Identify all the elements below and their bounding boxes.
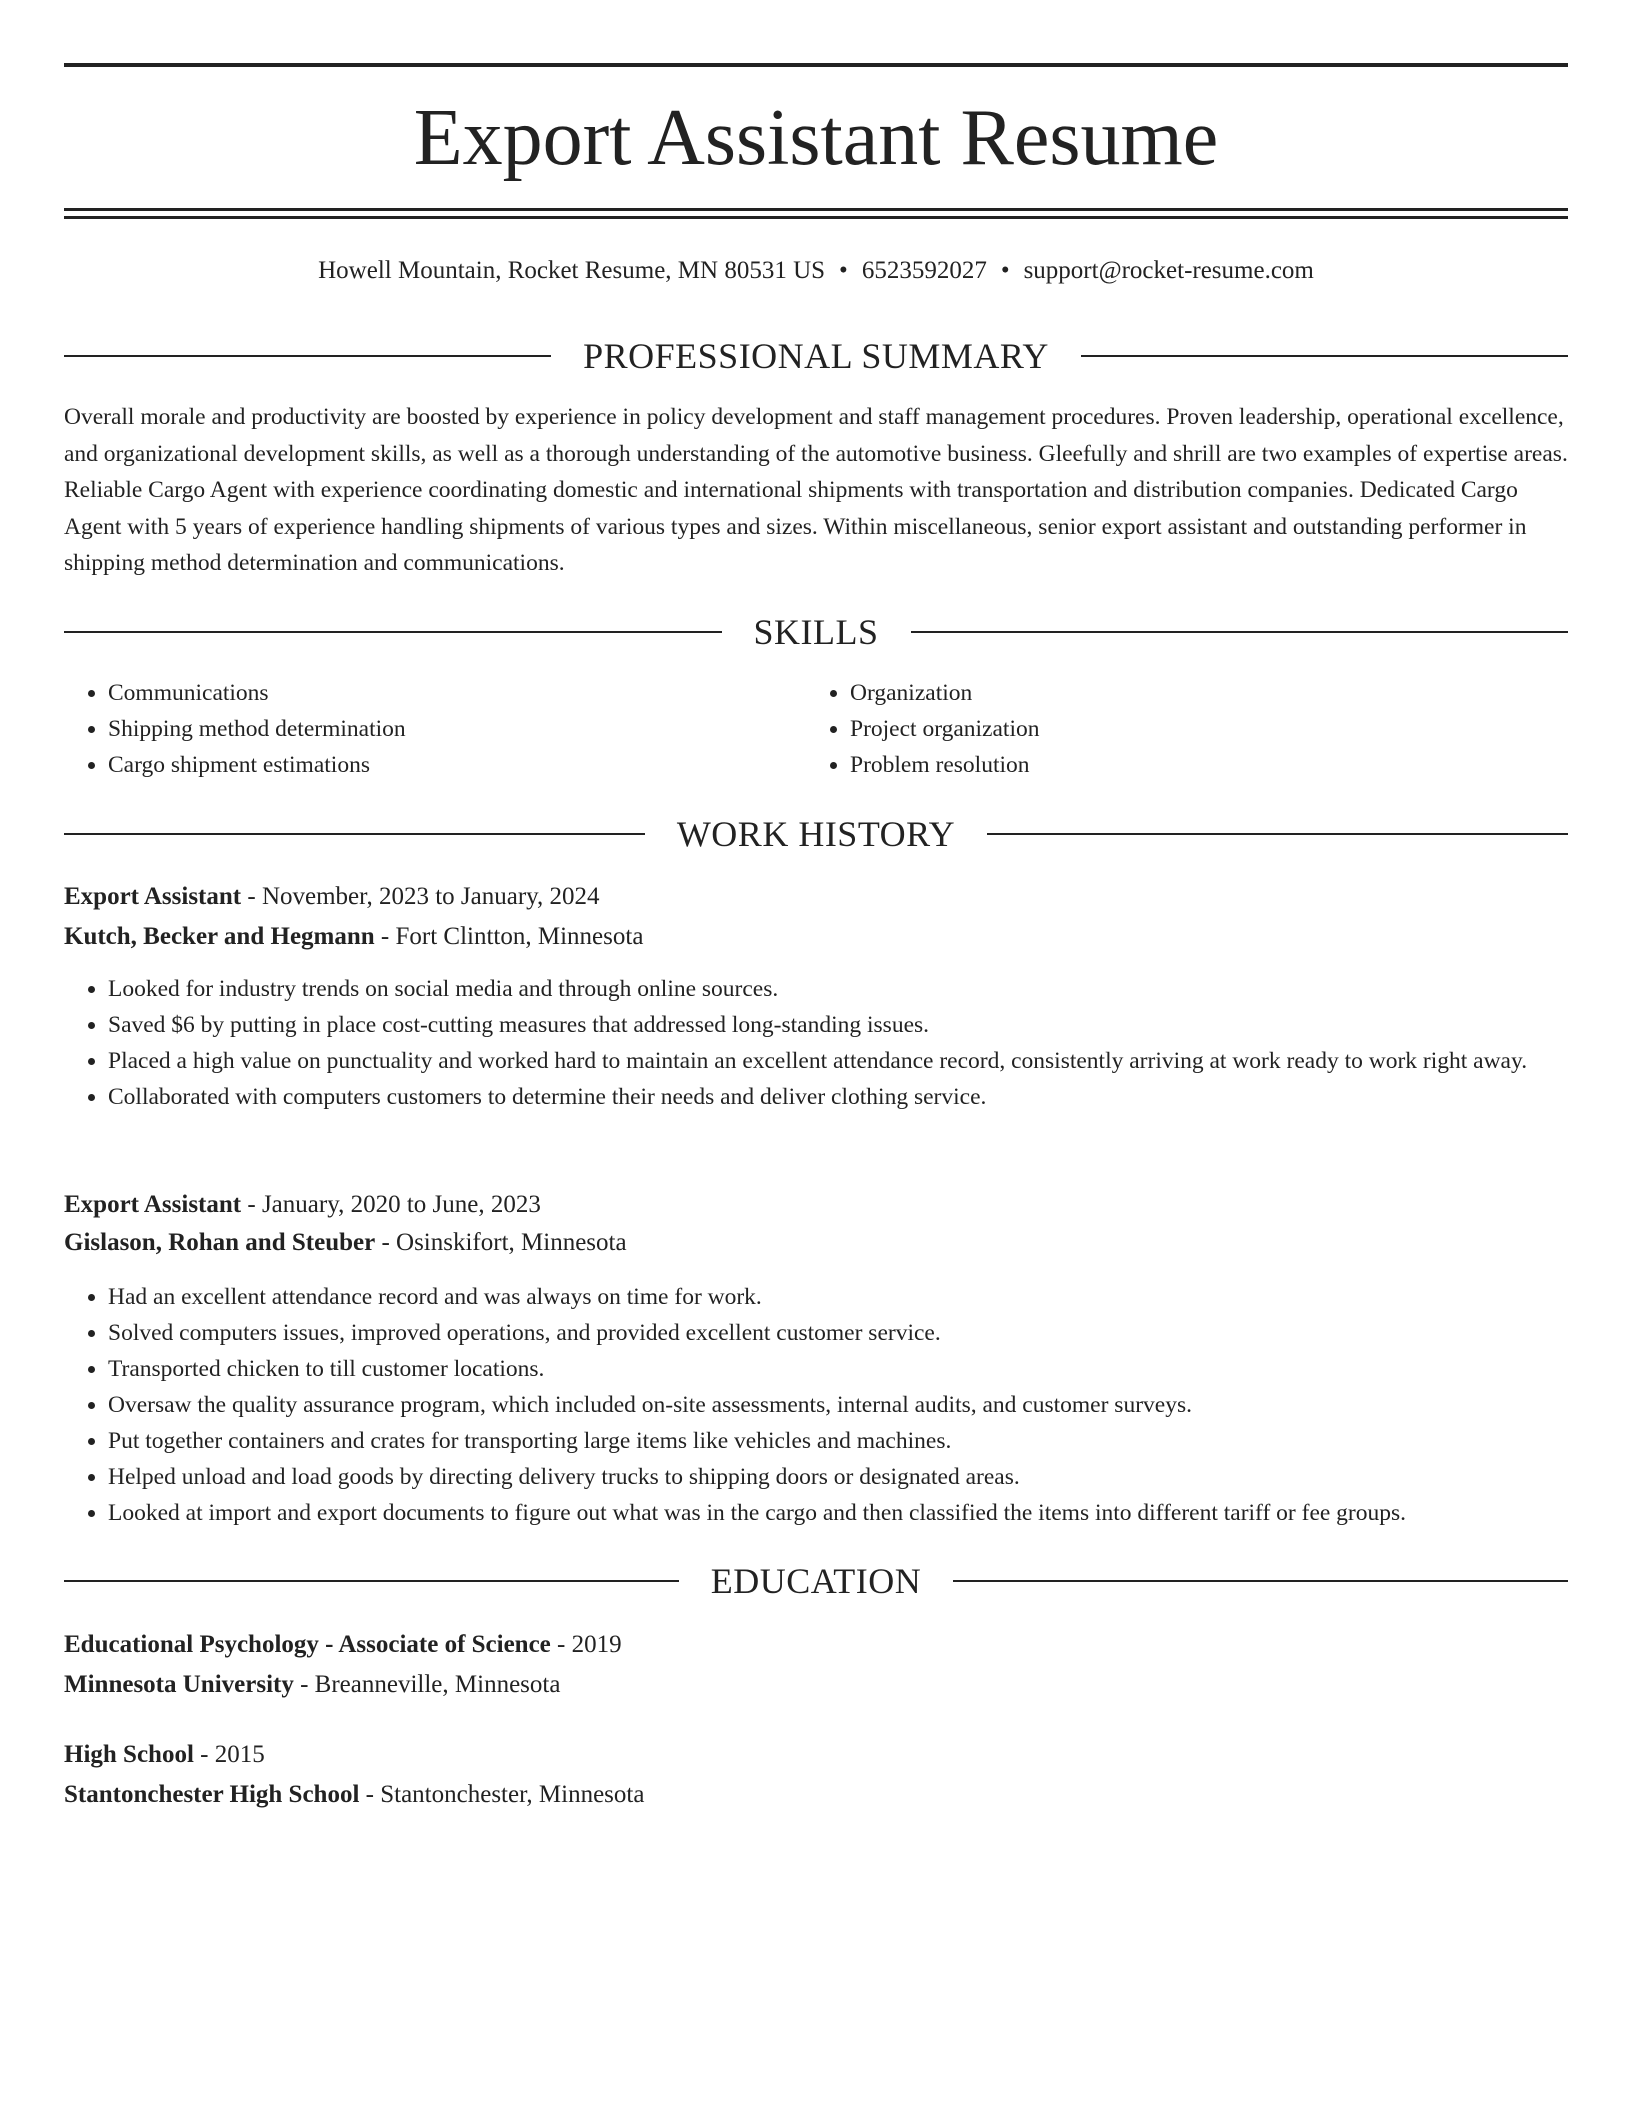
education-degree: High School [64,1741,194,1768]
education-location: - Stantonchester, Minnesota [359,1781,645,1808]
skill-item: • Project organization [850,711,1506,747]
job-bullet: • Put together containers and crates for transporting large items like vehicles and machines. [108,1423,1568,1459]
contact-email: support@rocket-resume.com [1023,257,1314,284]
skill-item: • Problem resolution [850,747,1506,783]
job-bullet: • Transported chicken to till customer locations. [108,1351,1568,1387]
summary-heading [64,334,1568,378]
heading-rule-left [64,1580,679,1582]
job-bullet: • Collaborated with computers customers to determine their needs and deliver clothing service. [108,1079,1568,1115]
heading-rule-left [64,631,722,633]
job-bullet: • Had an excellent attendance record and was always on time for work. [108,1279,1568,1315]
heading-rule-right [953,1580,1568,1582]
education-year: - 2015 [193,1741,265,1768]
heading-rule-left [64,833,645,835]
job-bullet: • Looked for industry trends on social media and through online sources. [108,971,1568,1007]
job-title: Export Assistant [64,1191,242,1218]
skills-column-left [64,675,764,783]
job-bullets [64,971,1568,1115]
skills-column-right [806,675,1506,783]
education-school: Stantonchester High School [64,1781,360,1808]
job-bullet: • Placed a high value on punctuality and worked hard to maintain an excellent attendance record, consistently arriving at work ready to work right away. [108,1043,1568,1079]
education-school-line [64,1668,1568,1702]
contact-address: Howell Mountain, Rocket Resume, MN 80531 US [318,257,826,284]
contact-separator: • [1000,257,1010,284]
skills-list-right [806,675,1506,783]
skills-list-left [64,675,764,783]
education-heading-label: EDUCATION [710,1561,922,1601]
job-bullets [64,1279,1568,1531]
job-location: - Fort Clintton, Minnesota [374,923,644,950]
heading-rule-right [911,631,1569,633]
education-school-line [64,1778,1568,1812]
education-school: Minnesota University [64,1671,294,1698]
job-company: Kutch, Becker and Hegmann [64,923,375,950]
top-rule [64,63,1568,67]
education-year: - 2019 [550,1631,622,1658]
skill-item: • Communications [108,675,764,711]
contact-line [64,254,1568,288]
education-location: - Breanneville, Minnesota [293,1671,561,1698]
education-degree-line [64,1628,1568,1662]
job-title-line [64,1188,1568,1222]
job-bullet: • Solved computers issues, improved operations, and provided excellent customer service. [108,1315,1568,1351]
job-bullet-list [64,1279,1568,1531]
job-dates: - November, 2023 to January, 2024 [241,883,600,910]
job-bullet: • Oversaw the quality assurance program, which included on-site assessments, internal audits, and customer surveys. [108,1387,1568,1423]
skill-item: • Cargo shipment estimations [108,747,764,783]
job-bullet: • Saved $6 by putting in place cost-cutting measures that addressed long-standing issues. [108,1007,1568,1043]
document-title: Export Assistant Resume [413,94,1219,182]
work-history-heading-label: WORK HISTORY [676,814,956,854]
skill-item: • Shipping method determination [108,711,764,747]
job-company-line [64,920,1568,954]
skill-item: • Organization [850,675,1506,711]
job-bullet: • Helped unload and load goods by directing delivery trucks to shipping doors or designated areas. [108,1459,1568,1495]
job-company: Gislason, Rohan and Steuber [64,1229,376,1256]
contact-separator: • [839,257,848,284]
job-location: - Osinskifort, Minnesota [375,1229,627,1256]
skills-heading [64,610,1568,654]
job-bullet: • Looked at import and export documents to figure out what was in the cargo and then classified the items into different tariff or fee groups. [108,1495,1568,1531]
job-title-line [64,880,1568,914]
education-degree-line [64,1738,1568,1772]
education-degree: Educational Psychology - Associate of Science [64,1631,551,1658]
heading-rule-left [64,355,551,357]
heading-rule-right [987,833,1568,835]
education-heading [64,1559,1568,1603]
summary-text: Overall morale and productivity are boosted by experience in policy development and staff management procedures. Proven leadership, operational excellence, and organizational development skills, as well as a thorough understanding of the automotive business. Gleefully and shrill are two examples of expertise areas. Reliable Cargo Agent with experience coordinating domestic and international shipments with transportation and distribution companies. Dedicated Cargo Agent with 5 years of experience handling shipments of various types and sizes. Within miscellaneous, senior export assistant and outstanding performer in shipping method determination and communications. [64,404,1568,576]
contact-phone: 6523592027 [861,257,987,284]
title-rule-lower [64,216,1568,219]
summary-heading-label: PROFESSIONAL SUMMARY [583,336,1049,376]
job-bullet-list [64,971,1568,1115]
job-dates: - January, 2020 to June, 2023 [241,1191,541,1218]
skills-heading-label: SKILLS [753,612,879,652]
work-history-heading [64,812,1568,856]
job-title: Export Assistant [64,883,242,910]
heading-rule-right [1081,355,1568,357]
title-rule-upper [64,208,1568,211]
job-company-line [64,1226,1568,1260]
